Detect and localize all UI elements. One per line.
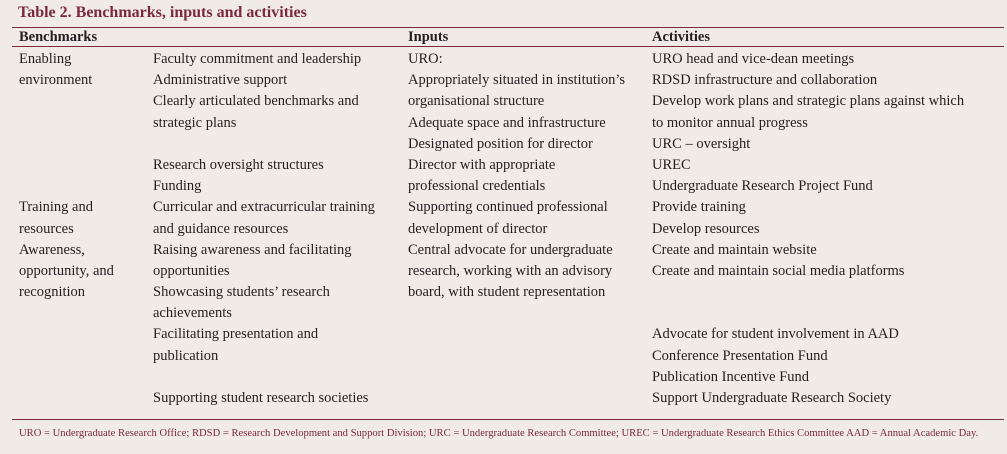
inputs-column: [408, 49, 625, 303]
top-rule: [12, 27, 1004, 28]
group-line: Awareness,: [19, 241, 85, 258]
input-line: board, with student representation: [408, 284, 606, 301]
activity-line: UREC: [652, 156, 691, 173]
benchmark-line: Raising awareness and facilitating: [153, 241, 352, 258]
benchmark-line: achievements: [153, 305, 232, 322]
group-line: opportunity, and: [19, 262, 114, 279]
header-activities: Activities: [652, 29, 710, 45]
group-line: [19, 346, 114, 367]
activity-line: Conference Presentation Fund: [652, 347, 828, 364]
group-line: [19, 367, 114, 388]
activity-line: Undergraduate Research Project Fund: [652, 178, 873, 195]
group-line: [19, 134, 114, 155]
benchmark-line: and guidance resources: [153, 220, 289, 237]
group-line: Training and: [19, 199, 93, 216]
activity-line: [652, 303, 964, 324]
activity-line: Develop work plans and strategic plans against which: [652, 93, 965, 110]
group-line: recognition: [19, 284, 86, 301]
benchmark-line: Facilitating presentation and: [153, 326, 319, 343]
benchmark-line: Supporting student research societies: [153, 390, 369, 406]
input-line: URO:: [408, 51, 443, 67]
input-line: development of director: [408, 220, 548, 237]
activity-line: [652, 282, 964, 303]
group-line: [19, 155, 114, 176]
input-line: Central advocate for undergraduate: [408, 241, 613, 258]
group-line: [19, 324, 114, 345]
table-footnote: URO = Undergraduate Research Office; RDSD = Research Development and Support Division; URC = Undergraduate Research Committee; UREC = Undergraduate Research Ethics Committee AAD = Annual Academic Day.: [19, 428, 979, 439]
bottom-rule: [12, 419, 1004, 420]
activity-line: URO head and vice-dean meetings: [652, 51, 855, 67]
table-title: Table 2. Benchmarks, inputs and activities: [18, 4, 307, 21]
group-line: [19, 113, 114, 134]
group-line: [19, 303, 114, 324]
activities-column: [652, 49, 964, 409]
input-line: Adequate space and infrastructure: [408, 114, 606, 131]
benchmark-line: Faculty commitment and leadership: [153, 51, 362, 67]
benchmark-line: Administrative support: [153, 72, 288, 89]
benchmark-line: [153, 367, 375, 388]
group-line: resources: [19, 220, 74, 237]
group-line: Enabling: [19, 51, 72, 67]
input-line: organisational structure: [408, 93, 545, 110]
header-rule: [12, 46, 1004, 47]
activity-line: Publication Incentive Fund: [652, 368, 810, 385]
activity-line: Provide training: [652, 199, 746, 216]
input-line: Supporting continued professional: [408, 199, 608, 216]
activity-line: RDSD infrastructure and collaboration: [652, 72, 878, 89]
input-line: research, working with an advisory: [408, 262, 613, 279]
benchmark-line: Curricular and extracurricular training: [153, 199, 375, 216]
input-line: professional credentials: [408, 178, 546, 195]
benchmark-line: Clearly articulated benchmarks and: [153, 93, 359, 110]
activity-line: Support Undergraduate Research Society: [652, 390, 892, 406]
group-line: [19, 91, 114, 112]
activity-line: URC – oversight: [652, 135, 751, 152]
activity-line: to monitor annual progress: [652, 114, 808, 131]
header-inputs: Inputs: [408, 29, 449, 45]
input-line: Designated position for director: [408, 135, 593, 152]
benchmark-line: strategic plans: [153, 114, 237, 131]
benchmark-line: [153, 134, 375, 155]
header-benchmarks: Benchmarks: [19, 29, 98, 45]
activity-line: Advocate for student involvement in AAD: [652, 326, 899, 343]
group-line: environment: [19, 72, 93, 89]
group-line: [19, 176, 114, 197]
benchmark-line: Research oversight structures: [153, 156, 324, 173]
benchmark-group-column: [19, 49, 114, 409]
benchmark-line: publication: [153, 347, 219, 364]
activity-line: Develop resources: [652, 220, 760, 237]
activity-line: Create and maintain website: [652, 241, 817, 258]
benchmark-column: [153, 49, 375, 409]
benchmark-line: Funding: [153, 178, 202, 195]
benchmark-line: opportunities: [153, 262, 230, 279]
group-line: [19, 388, 114, 409]
benchmark-line: Showcasing students’ research: [153, 284, 330, 301]
activity-line: Create and maintain social media platforms: [652, 262, 905, 279]
input-line: Appropriately situated in institution’s: [408, 72, 626, 89]
input-line: Director with appropriate: [408, 156, 556, 173]
